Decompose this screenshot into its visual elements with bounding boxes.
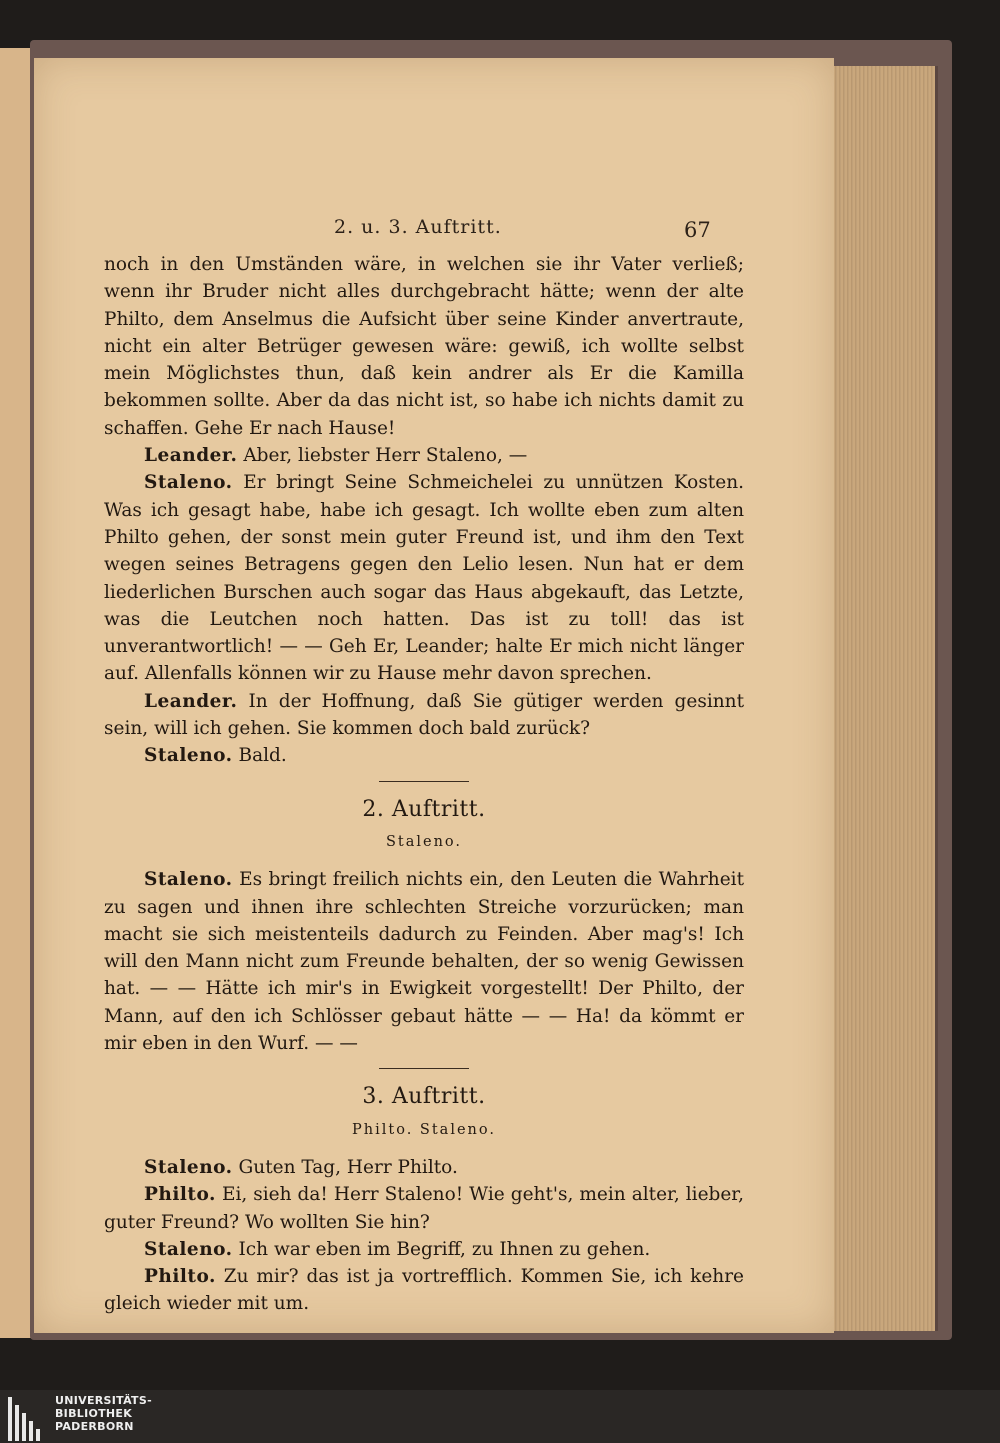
speaker-name: Staleno.: [144, 472, 233, 494]
scene-title: 3. Auftritt.: [362, 1084, 486, 1110]
paragraph-text: Guten Tag, Herr Philto.: [238, 1156, 458, 1178]
speaker-name: Staleno.: [144, 869, 233, 891]
paragraph-text: Bald.: [238, 745, 287, 767]
speaker-name: Staleno.: [144, 1156, 233, 1178]
running-head: 2. u. 3. Auftritt.: [334, 216, 502, 238]
paragraph-text: Zu mir? das ist ja vortrefflich. Kommen Sie, ich kehre gleich wieder mit um.: [104, 1266, 744, 1315]
paragraph: [104, 469, 744, 687]
book-page: [34, 58, 834, 1333]
paragraph: [104, 1263, 744, 1318]
speaker-name: Philto.: [144, 1266, 216, 1288]
paragraph: [104, 442, 744, 469]
paragraph-text: Es bringt freilich nichts ein, den Leuten die Wahrheit zu sagen und ihnen ihre schlechten Streiche vorzurücken; man macht sie sich meistenteils dadurch zu Feinden. Aber mag's! Ich will den Mann nicht zum Freunde behalten, der so wenig Gewissen hat. — — Hätte ich mir's in Ewigkeit vorgestellt! Der Philto, der Mann, auf den ich Schlösser gebaut hätte — — Ha! da kömmt er mir eben in den Wurf. — —: [104, 869, 745, 1055]
section-divider: [379, 781, 469, 782]
paragraph: [104, 1181, 744, 1236]
paragraph: [104, 251, 744, 442]
scene-title: 2. Auftritt.: [362, 796, 486, 822]
paragraph-text: Aber, liebster Herr Staleno, —: [243, 445, 528, 467]
paragraph: [104, 1236, 744, 1263]
page-body: [104, 251, 744, 1318]
paragraph: [104, 866, 744, 1057]
library-name-line: BIBLIOTHEK: [55, 1407, 133, 1420]
library-name: [55, 1394, 152, 1433]
paragraph: [104, 1154, 744, 1181]
page-edges: [825, 66, 938, 1331]
paragraph: [104, 742, 744, 769]
speaker-name: Staleno.: [144, 1238, 233, 1260]
paragraph-text: In der Hoffnung, daß Sie gütiger werden gesinnt sein, will ich gehen. Sie kommen doch bald zurück?: [104, 690, 744, 740]
library-name-line: UNIVERSITÄTS-: [55, 1394, 152, 1407]
speaker-name: Philto.: [144, 1184, 216, 1206]
paragraph-text: Ei, sieh da! Herr Staleno! Wie geht's, mein alter, lieber, guter Freund? Wo wollten Sie hin?: [104, 1184, 745, 1233]
speaker-name: Staleno.: [144, 745, 233, 767]
left-page-edge: [0, 48, 34, 1338]
page-number: 67: [684, 218, 711, 242]
speaker-name: Leander.: [144, 445, 238, 467]
speaker-name: Leander.: [144, 690, 238, 712]
library-name-line: PADERBORN: [55, 1420, 134, 1433]
section-divider: [379, 1068, 469, 1069]
paragraph: [104, 688, 744, 743]
page-header: [34, 216, 834, 246]
paragraph-text: Ich war eben im Begriff, zu Ihnen zu gehen.: [238, 1238, 651, 1260]
paragraph-text: Er bringt Seine Schmeichelei zu unnützen Kosten. Was ich gesagt habe, habe ich gesagt. Ich wollte eben zum alten Philto gehen, der sonst mein guter Freund ist, und ihm den Text wegen seines Betragens gegen den Lelio lesen. Nun hat er dem liederlichen Burschen auch sogar das Haus abgekauft, das Letzte, was die Leutchen noch hatten. Das ist zu toll! das ist unverantwortlich! — — Geh Er, Leander; halte Er mich nicht länger auf. Allenfalls können wir zu Hause mehr davon sprechen.: [104, 472, 744, 685]
paragraph-text: noch in den Umständen wäre, in welchen sie ihr Vater verließ; wenn ihr Bruder nicht alles durchgebracht hätte; wenn der alte Philto, dem Anselmus die Aufsicht über seine Kinder anvertraute, nicht ein alter Betrüger gewesen wäre: gewiß, ich wollte selbst mein Möglichstes thun, daß kein andrer als Er die Kamilla bekommen sollte. Aber da das nicht ist, so habe ich nichts damit zu schaffen. Gehe Er nach Hause!: [104, 254, 744, 439]
library-logo-icon: [8, 1393, 48, 1441]
scene-cast: Staleno.: [385, 833, 463, 850]
scene-cast: Philto. Staleno.: [352, 1121, 496, 1138]
